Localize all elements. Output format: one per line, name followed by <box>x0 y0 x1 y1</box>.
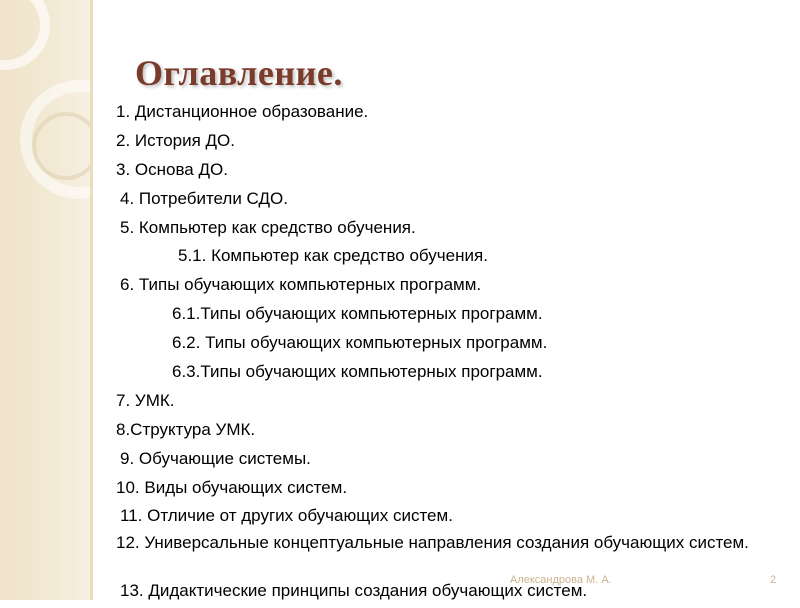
toc-subitem: 5.1. Компьютер как средство обучения. <box>178 246 488 266</box>
decorative-ring <box>0 0 50 70</box>
toc-item: 5. Компьютер как средство обучения. <box>120 217 416 237</box>
toc-item: 13. Дидактические принципы создания обучающих систем. <box>120 581 588 601</box>
toc-item: 1. Дистанционное образование. <box>116 102 369 121</box>
toc-item: 6. Типы обучающих компьютерных программ. <box>120 275 482 295</box>
toc-subitem: 6.1.Типы обучающих компьютерных программ. <box>172 304 543 324</box>
page-number: 2 <box>770 574 777 586</box>
toc-item: 4. Потребители СДО. <box>120 188 288 208</box>
toc-item: 9. Обучающие системы. <box>120 448 311 468</box>
toc-item: 8.Структура УМК. <box>116 419 256 439</box>
toc-item: 2. История ДО. <box>116 130 236 150</box>
decorative-side-strip <box>0 0 93 600</box>
toc-item: 12. Универсальные концептуальные направления создания обучающих систем. <box>116 533 749 553</box>
toc-subitem: 6.2. Типы обучающих компьютерных программ. <box>172 333 548 353</box>
slide-title: Оглавление. <box>135 53 343 93</box>
toc-subitem: 6.3.Типы обучающих компьютерных программ. <box>172 362 543 382</box>
toc-item: 11. Отличие от других обучающих систем. <box>120 506 453 526</box>
decorative-ring <box>32 112 93 180</box>
strip-edge <box>90 0 93 600</box>
footer-author: Александрова М. А. <box>510 574 612 586</box>
toc-item: 7. УМК. <box>116 390 175 410</box>
toc-item: 3. Основа ДО. <box>116 159 228 179</box>
table-of-contents <box>116 100 766 608</box>
toc-item: 10. Виды обучающих систем. <box>116 477 348 497</box>
